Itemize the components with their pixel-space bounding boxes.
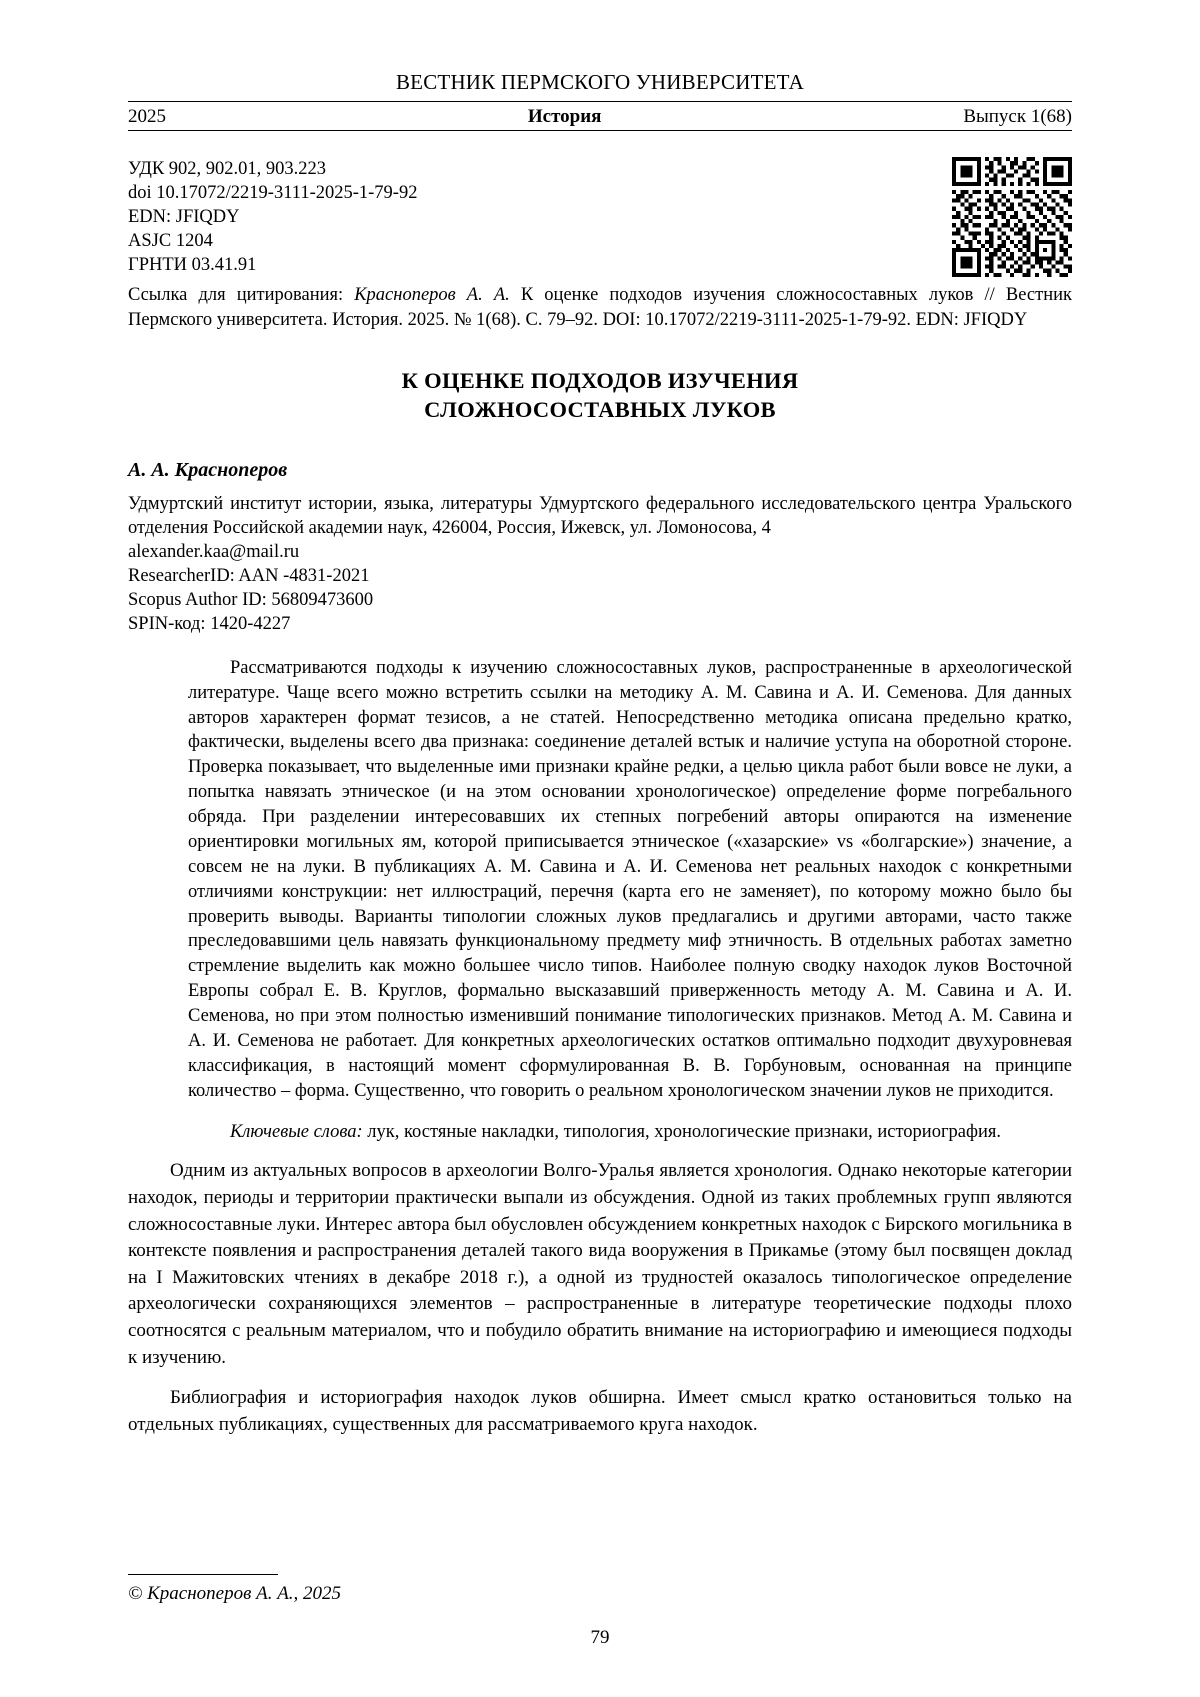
spin-code: SPIN-код: 1420-4227 [128,613,291,634]
citation-author: Красноперов А. А. [354,285,510,306]
header-divider-top [128,101,1072,102]
body-paragraph-1: Одним из актуальных вопросов в археологии Волго-Уралья является хронология. Однако некоторые категории находок, периоды и территории практически выпали из обсуждения. Одной из таких проблемных групп являются сложносоставные луки. Интерес автора был обусловлен обсуждением конкретных находок с Бирского могильника в контексте появления и распространения деталей такого вида вооружения в Прикамье (этому был посвящен доклад на I Мажитовских чтениях в декабре 2018 г.), а одной из трудностей оказалось типологическое определение археологически сохраняющихся элементов – распространенные в литературе теоретические подходы плохо соотносятся с реальным материалом, что и побудило обратить внимание на историографию и имеющиеся подходы к изучению. [128,1160,1072,1368]
asjc-line: ASJC 1204 [128,231,213,252]
citation-label: Ссылка для цитирования: [128,285,344,306]
footnote-divider [128,1574,278,1575]
scopus-author-id: Scopus Author ID: 56809473600 [128,589,374,610]
citation-rest: К оценке подходов изучения сложносоставных луков // Вестник Пермского университета. История. 2025. № 1(68). С. 79–92. DOI: 10.17072/2219-3111-2025-1-79-92. EDN: JFIQDY [128,285,1072,330]
metadata-block [128,157,1072,332]
page-title [128,366,1072,425]
journal-header-row [128,106,1072,128]
doi-line: doi 10.17072/2219-3111-2025-1-79-92 [128,183,418,204]
affiliation: Удмуртский институт истории, языка, литературы Удмуртского федерального исследовательского центра Уральского отделения Российской академии наук, 426004, Россия, Ижевск, ул. Ломоносова, 4 [128,493,1072,538]
journal-section: История [527,106,602,127]
article-title-line2: СЛОЖНОСОСТАВНЫХ ЛУКОВ [424,397,776,423]
keywords-list: лук, костяные накладки, типология, хронологические признаки, историография. [362,1121,1002,1142]
journal-year: 2025 [128,106,166,127]
copyright-notice: © Красноперов А. А., 2025 [128,1583,342,1604]
article-title-line1: К ОЦЕНКЕ ПОДХОДОВ ИЗУЧЕНИЯ [401,368,799,394]
page-footer [128,1574,1072,1649]
author-name: А. А. Красноперов [128,458,288,481]
author-identifiers [128,540,1072,636]
header-divider-bottom [128,130,1072,131]
grnti-line: ГРНТИ 03.41.91 [128,255,257,276]
page-number: 79 [590,1627,610,1648]
journal-title: ВЕСТНИК ПЕРМСКОГО УНИВЕРСИТЕТА [395,70,805,94]
citation-block [128,283,1072,332]
keywords-label: Ключевые слова: [230,1121,363,1142]
abstract: Рассматриваются подходы к изучению сложносоставных луков, распространенные в археологической литературе. Чаще всего можно встретить ссылки на методику А. М. Савина и А. И. Семенова. Для данных авторов характерен формат тезисов, а не статей. Непосредственно методика описана предельно кратко, фактически, выделены всего два признака: соединение деталей встык и наличие уступа на оборотной стороне. Проверка показывает, что выделенные ими признаки крайне редки, а целью цикла работ были вовсе не луки, а попытка навязать этническое (и на этом основании хронологическое) определение форме погребального обряда. При разделении интересовавших их степных погребений авторы опираются на изменение ориентировки могильных ям, которой приписывается этническое («хазарские» vs «болгарские») значение, а совсем не на луки. В публикациях А. М. Савина и А. И. Семенова нет реальных находок с конкретными отличиями конструкции: нет иллюстраций, перечня (карта его не заменяет), по которому можно было бы проверить выводы. Варианты типологии сложных луков предлагались и другими авторами, часто также преследовавшими цель навязать функциональному предмету миф этничность. В отдельных работах заметно стремление выделить как можно большее число типов. Наиболее полную сводку находок луков Восточной Европы собрал Е. В. Круглов, формально высказавший приверженность методу А. М. Савина и А. И. Семенова, но при этом полностью изменивший понимание типологических признаков. Метод А. М. Савина и А. И. Семенова не работает. Для конкретных археологических остатков оптимально подходит двухуровневая классификация, в настоящий момент сформулированная В. В. Горбуновым, основанная на принципе количество – форма. Существенно, что говорить о реальном хронологическом значении луков не приходится. [188,657,1072,1101]
author-email: alexander.kaa@mail.ru [128,541,300,562]
qr-code-icon [952,157,1072,277]
edn-line: EDN: JFIQDY [128,207,240,228]
researcher-id: ResearcherID: AAN -4831-2021 [128,565,370,586]
journal-issue: Выпуск 1(68) [963,106,1072,127]
udk-line: УДК 902, 902.01, 903.223 [128,159,327,179]
keywords [188,1120,1072,1145]
body-paragraph-2: Библиография и историография находок луков обширна. Имеет смысл кратко остановиться только на отдельных публикациях, существенных для рассматриваемого круга находок. [128,1387,1072,1435]
